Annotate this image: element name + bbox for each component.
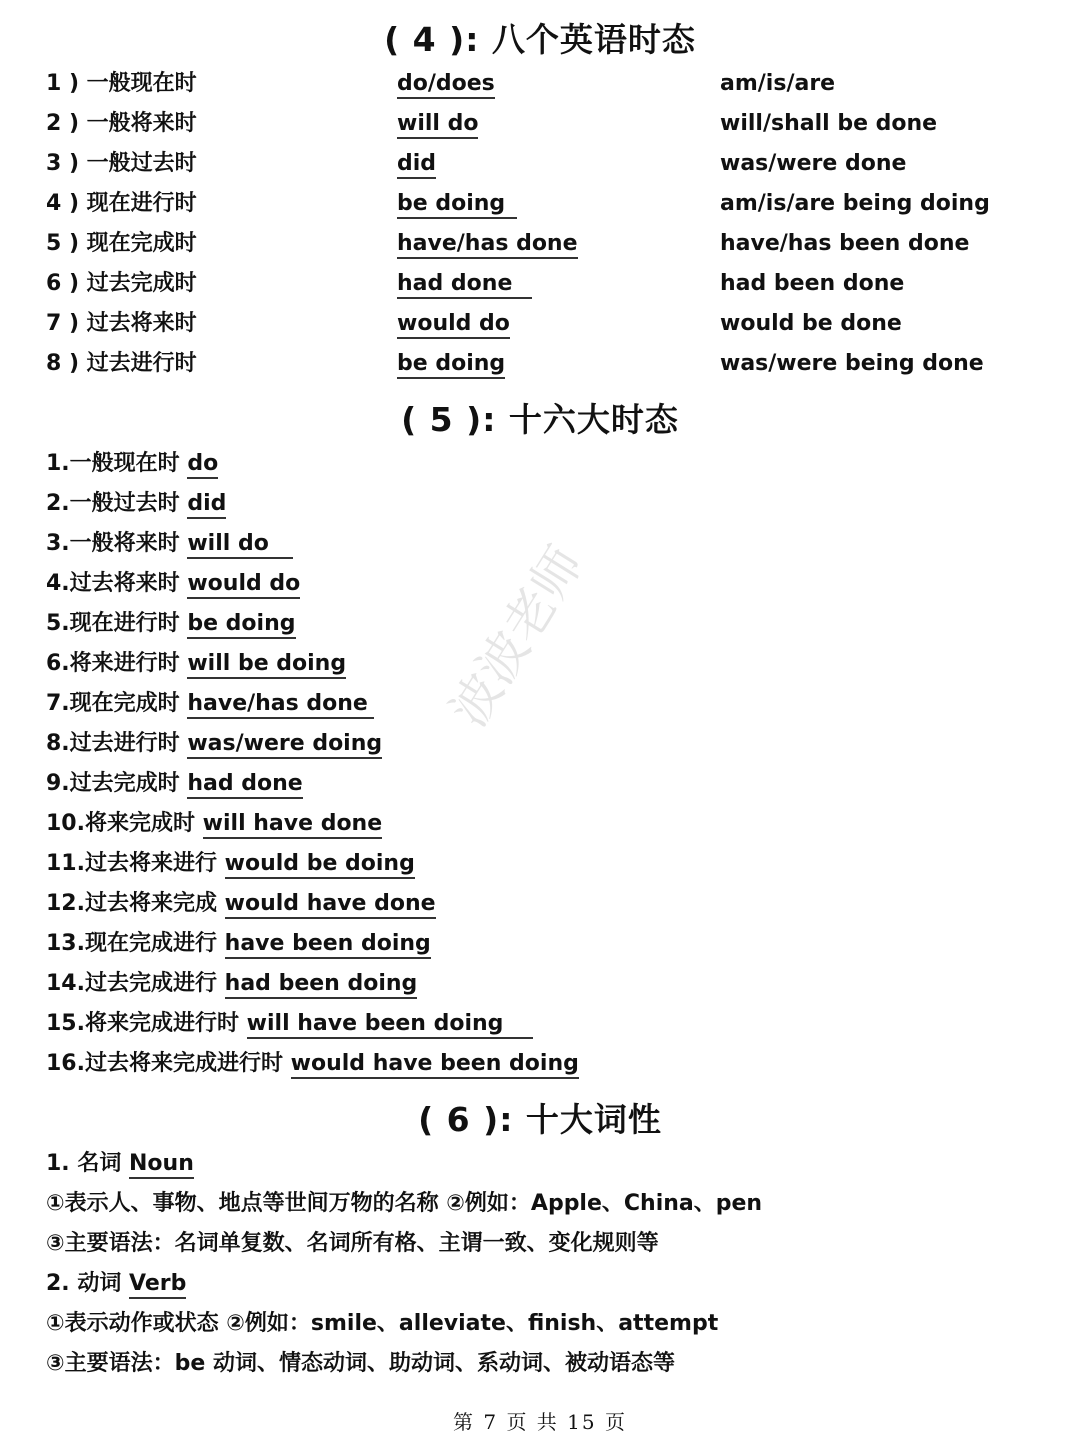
verb-line-2: ③主要语法：be 动词、情态动词、助动词、系动词、被动语态等 — [46, 1351, 675, 1376]
page-footer: 第 7 页 共 15 页 — [453, 1410, 627, 1434]
sec4-passive-form: had been done — [720, 271, 905, 296]
tense-form: would have done — [225, 891, 436, 919]
sec4-tense-name: 3 ) 一般过去时 — [46, 151, 197, 176]
tense-label: 5.现在进行时 — [46, 611, 180, 636]
tense-form: will do — [187, 531, 292, 559]
sec4-tense-name: 2 ) 一般将来时 — [46, 111, 197, 136]
tense-label: 6.将来进行时 — [46, 651, 180, 676]
tense-form: have/has done — [187, 691, 374, 719]
verb-heading — [46, 1266, 186, 1302]
tense-label: 4.过去将来时 — [46, 571, 180, 596]
list-item — [46, 806, 382, 842]
tense-label: 13.现在完成进行 — [46, 931, 217, 956]
tense-label: 2.一般过去时 — [46, 491, 180, 516]
sec4-passive-form: was/were being done — [720, 351, 984, 376]
noun-line-1: ①表示人、事物、地点等世间万物的名称 ②例如：Apple、China、pen — [46, 1191, 763, 1216]
sec4-tense-name: 6 ) 过去完成时 — [46, 271, 197, 296]
tense-label: 3.一般将来时 — [46, 531, 180, 556]
list-item — [46, 726, 382, 762]
list-item — [46, 566, 300, 602]
list-item — [46, 1046, 579, 1082]
sec4-passive-form: am/is/are — [720, 71, 836, 96]
tense-form: was/were doing — [187, 731, 382, 759]
verb-head: 2. 动词 — [46, 1271, 122, 1296]
tense-form: will have done — [203, 811, 382, 839]
sec4-tense-name: 1 ) 一般现在时 — [46, 71, 197, 96]
tense-label: 12.过去将来完成 — [46, 891, 217, 916]
section-4-title: ( 4 ): 八个英语时态 — [384, 20, 696, 59]
list-item — [46, 686, 374, 722]
tense-label: 11.过去将来进行 — [46, 851, 217, 876]
tense-label: 9.过去完成时 — [46, 771, 180, 796]
list-item — [46, 846, 415, 882]
tense-label: 16.过去将来完成进行时 — [46, 1051, 283, 1076]
sec4-passive-form: have/has been done — [720, 231, 970, 256]
tense-form: will have been doing — [247, 1011, 534, 1039]
verb-en: Verb — [129, 1271, 186, 1299]
sec4-active-form: do/does — [397, 71, 495, 99]
sec4-active-form: had done — [397, 271, 532, 299]
sec4-tense-name: 5 ) 现在完成时 — [46, 231, 197, 256]
noun-en: Noun — [129, 1151, 194, 1179]
sec4-active-form: be doing — [397, 191, 517, 219]
tense-form: did — [187, 491, 226, 519]
list-item — [46, 606, 296, 642]
tense-form: had been doing — [225, 971, 418, 999]
section-5-title: ( 5 ): 十六大时态 — [401, 400, 679, 439]
list-item — [46, 526, 293, 562]
tense-form: be doing — [187, 611, 295, 639]
tense-form: had done — [187, 771, 302, 799]
sec4-active-form: will do — [397, 111, 478, 139]
tense-label: 10.将来完成时 — [46, 811, 195, 836]
list-item — [46, 646, 346, 682]
list-item — [46, 966, 417, 1002]
sec4-active-form: have/has done — [397, 231, 578, 259]
sec4-tense-name: 7 ) 过去将来时 — [46, 311, 197, 336]
sec4-passive-form: would be done — [720, 311, 902, 336]
tense-form: would be doing — [225, 851, 415, 879]
sec4-active-form: did — [397, 151, 436, 179]
tense-form: would do — [187, 571, 300, 599]
list-item — [46, 886, 436, 922]
list-item — [46, 766, 303, 802]
list-item — [46, 486, 226, 522]
tense-form: have been doing — [225, 931, 431, 959]
sec4-tense-name: 8 ) 过去进行时 — [46, 351, 197, 376]
noun-heading — [46, 1146, 194, 1182]
tense-label: 15.将来完成进行时 — [46, 1011, 239, 1036]
watermark: 波波老师 — [439, 536, 595, 737]
sec4-active-form: would do — [397, 311, 510, 339]
tense-form: would have been doing — [291, 1051, 579, 1079]
sec4-active-form: be doing — [397, 351, 505, 379]
verb-line-1: ①表示动作或状态 ②例如：smile、alleviate、finish、attempt — [46, 1311, 719, 1336]
sec4-passive-form: will/shall be done — [720, 111, 938, 136]
sec4-passive-form: was/were done — [720, 151, 907, 176]
tense-label: 8.过去进行时 — [46, 731, 180, 756]
tense-label: 1.一般现在时 — [46, 451, 180, 476]
noun-line-2: ③主要语法：名词单复数、名词所有格、主谓一致、变化规则等 — [46, 1231, 659, 1256]
tense-form: do — [187, 451, 218, 479]
list-item — [46, 446, 218, 482]
tense-label: 14.过去完成进行 — [46, 971, 217, 996]
list-item — [46, 926, 431, 962]
tense-form: will be doing — [187, 651, 346, 679]
tense-label: 7.现在完成时 — [46, 691, 180, 716]
section-6-title: ( 6 ): 十大词性 — [418, 1100, 662, 1139]
noun-head: 1. 名词 — [46, 1151, 122, 1176]
list-item — [46, 1006, 533, 1042]
sec4-passive-form: am/is/are being doing — [720, 191, 990, 216]
sec4-tense-name: 4 ) 现在进行时 — [46, 191, 197, 216]
